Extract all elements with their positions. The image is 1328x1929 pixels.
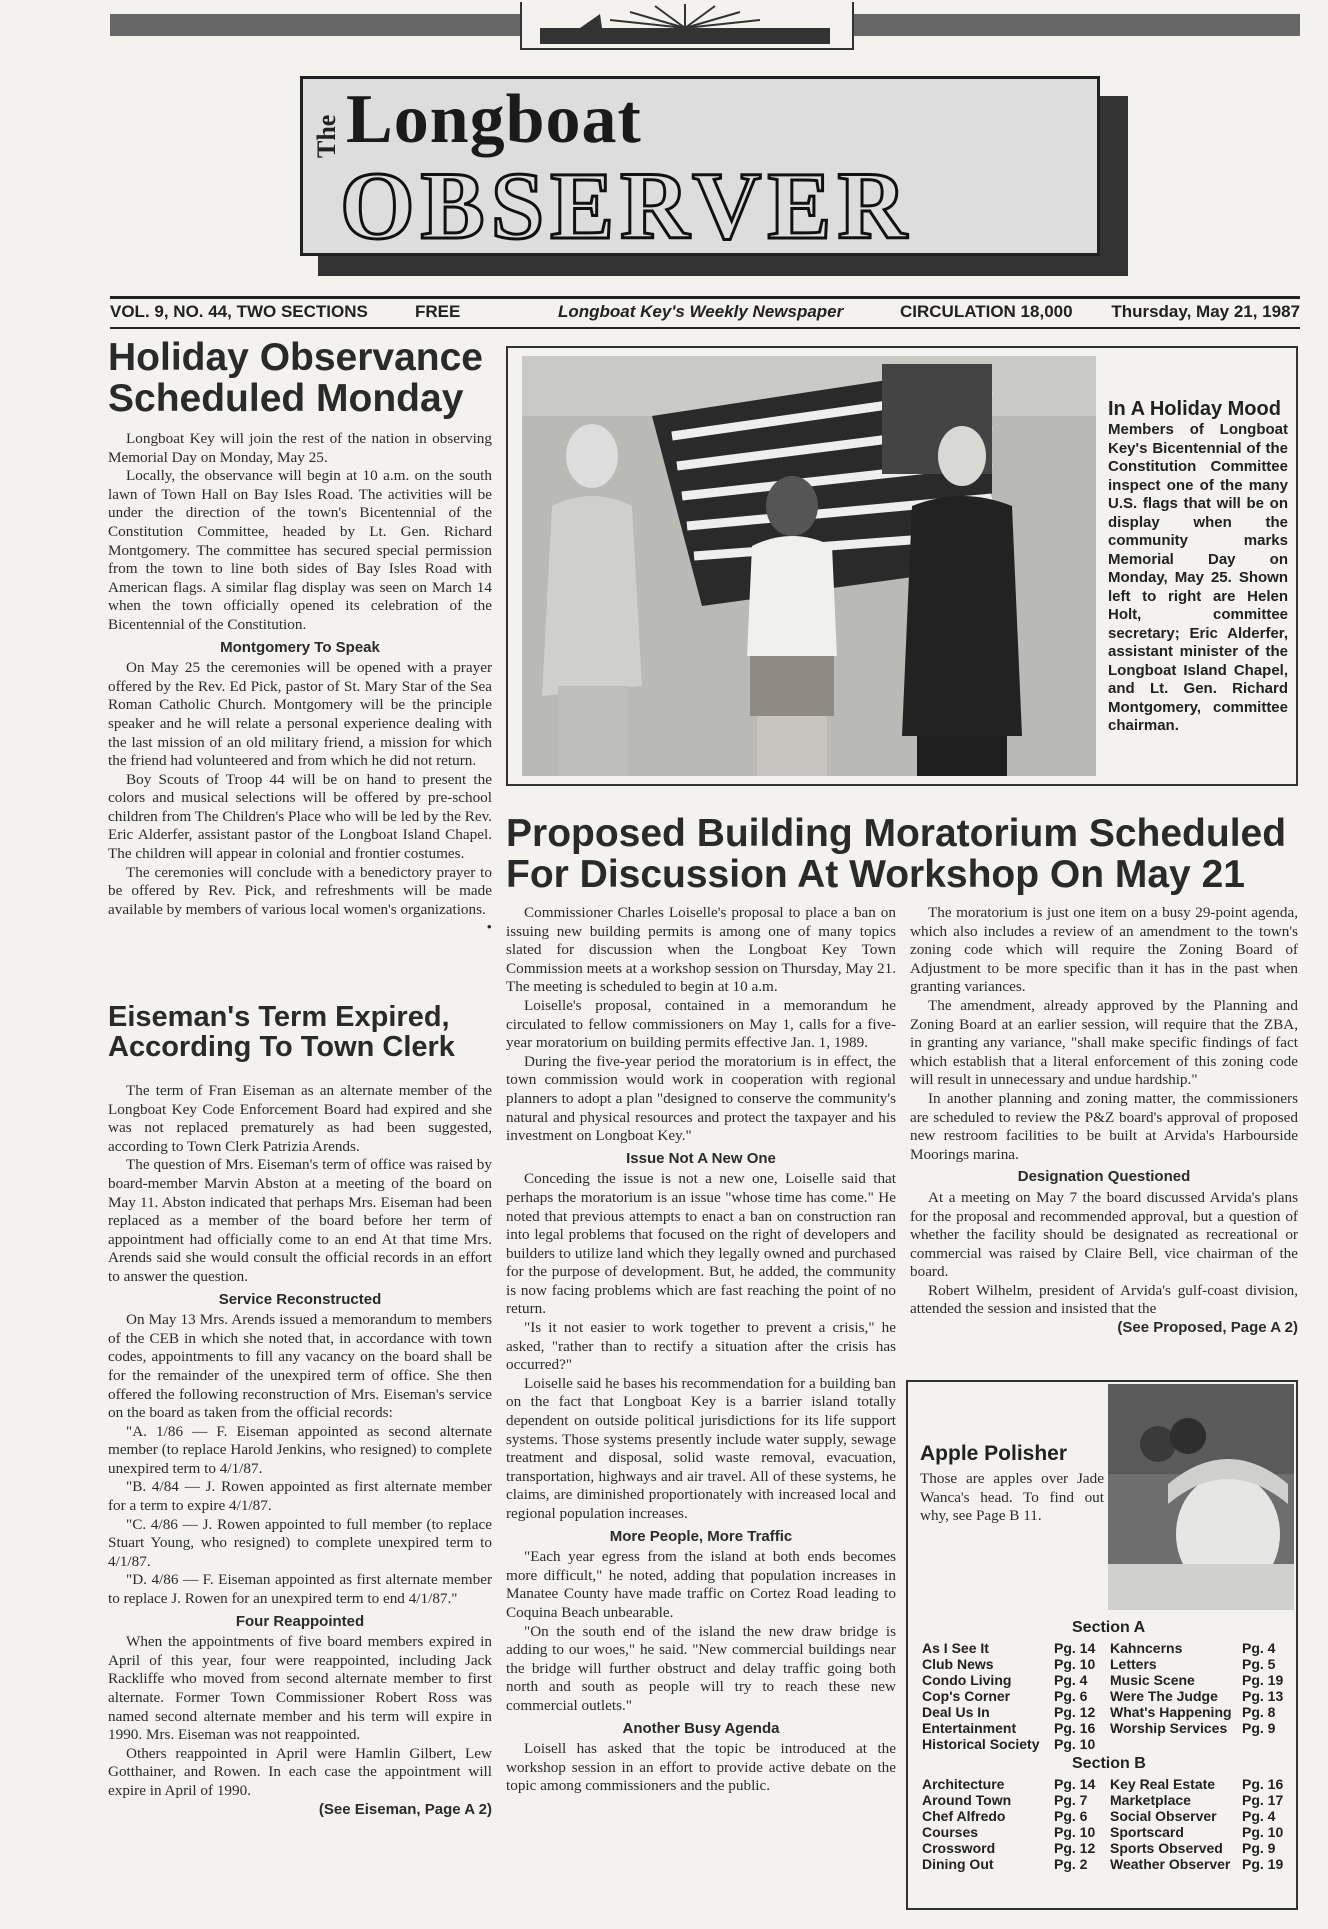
apple-caption: Those are apples over Jade Wanca's head. To find out why, see Page B 11.	[920, 1470, 1104, 1525]
paragraph: Loiselle's proposal, contained in a memorandum he circulated to fellow commissioners on May 1, calls for a five-year moratorium on building permits effective Jan. 1, 1989.	[506, 996, 896, 1052]
eiseman-headline-line2: According To Town Clerk	[108, 1031, 455, 1064]
index-entry-name: Cop's Corner	[922, 1688, 1011, 1704]
holiday-headline-line2: Scheduled Monday	[108, 376, 464, 420]
paragraph: Locally, the observance will begin at 10 a.m. on the south lawn of Town Hall on Bay Isles Road. The activities will be under the direction of the town's Bicentennial of the Constitution Committee, headed by Lt. Gen. Richard Montgomery. The committee has secured special permission from the town to line both sides of Bay Isles Road with American flags. A similar flag display was seen on March 14 when the town officially opened its celebration of the Bicentennial of the Constitution.	[108, 467, 492, 633]
index-entry-name: Deal Us In	[922, 1704, 990, 1720]
index-entry-name: Chef Alfredo	[922, 1808, 1006, 1824]
moratorium-column-1	[506, 904, 896, 1796]
index-entry-page: Pg. 10	[1054, 1656, 1096, 1672]
index-entry-page: Pg. 14	[1054, 1640, 1096, 1656]
index-entry-name: Condo Living	[922, 1672, 1012, 1688]
subhead: Four Reappointed	[235, 1612, 365, 1630]
moratorium-headline-line1: Proposed Building Moratorium Scheduled	[506, 812, 1287, 855]
index-entry-page: Pg. 12	[1054, 1840, 1096, 1856]
circulation: CIRCULATION 18,000	[900, 302, 1073, 321]
index-entry-page: Pg. 7	[1054, 1792, 1088, 1808]
index-entry-name: What's Happening	[1110, 1704, 1232, 1720]
logo-observer: OBSERVER	[340, 152, 913, 259]
eiseman-headline	[108, 1002, 498, 1063]
paragraph: "On the south end of the island the new draw bridge is adding to our woes," he said. "New commercial buildings near the bridge will further obstruct and delay traffic going both north and south as people will try to reach these new commercial outlets."	[506, 1622, 896, 1714]
index-entry-name: Sports Observed	[1110, 1840, 1223, 1856]
moratorium-headline-line2: For Discussion At Workshop On May 21	[506, 852, 1245, 896]
section-b-label: Section B	[1072, 1755, 1146, 1772]
index-entry-page: Pg. 9	[1242, 1840, 1276, 1856]
index-entry-name: Were The Judge	[1110, 1688, 1218, 1704]
index-entry-page: Pg. 19	[1242, 1672, 1284, 1688]
volume-info: VOL. 9, NO. 44, TWO SECTIONS	[110, 302, 368, 321]
paragraph: In another planning and zoning matter, the commissioners are scheduled to review the P&Z board's approval of proposed new restroom facilities to be built at Arvida's Harbourside Moorings marina.	[910, 1089, 1298, 1163]
index-entry-name: Club News	[922, 1656, 994, 1672]
index-entry-page: Pg. 12	[1054, 1704, 1096, 1720]
index-entry-page: Pg. 13	[1242, 1688, 1284, 1704]
index-entry-page: Pg. 10	[1054, 1824, 1096, 1840]
index-entry-page: Pg. 10	[1054, 1736, 1096, 1752]
moratorium-column-2	[910, 904, 1298, 1338]
paragraph: The moratorium is just one item on a busy 29-point agenda, which also includes a review of an amendment to the town's zoning code which will require the Zoning Board of Adjustment to be more specific than it has in the past when granting variances.	[910, 904, 1298, 996]
paragraph: "A. 1/86 — F. Eiseman appointed as second alternate member (to replace Harold Jenkins, who resigned) to complete unexpired term to 4/1/87.	[108, 1422, 492, 1477]
index-entry-name: Courses	[922, 1824, 979, 1840]
paragraph: The amendment, already approved by the Planning and Zoning Board at an earlier session, will require that the ZBA, in granting any variance, "shall make specific findings of fact which establish that a literal enforcement of this zoning code will result in unnecessary and undue hardship."	[910, 996, 1298, 1089]
paragraph: Longboat Key will join the rest of the nation in observing Memorial Day on Monday, May 25.	[108, 430, 492, 466]
caption-text: Members of Longboat Key's Bicentennial of the Constitution Committee inspect one of the many U.S. flags that will be on display when the community marks Memorial Day on Monday, May 25. Shown left to right are Helen Holt, committee secretary; Eric Alderfer, assistant minister of the Longboat Island Chapel, and Lt. Gen. Richard Montgomery, committee chairman.	[1108, 421, 1288, 734]
apple-title: Apple Polisher	[920, 1442, 1068, 1465]
moratorium-continued: (See Proposed, Page A 2)	[1117, 1319, 1298, 1337]
paragraph: Boy Scouts of Troop 44 will be on hand to present the colors and musical selections will be offered by pre-school children from The Children's Place who will be led by the Rev. Eric Alderfer, assistant pastor of the Longboat Island Chapel. The children will appear in colonial and frontier costumes.	[108, 770, 492, 863]
paragraph: "D. 4/86 — F. Eiseman appointed as first alternate member to replace J. Rowen for an unexpired term to end 4/1/87."	[108, 1571, 492, 1608]
section-index	[922, 1620, 1294, 1910]
subhead: More People, More Traffic	[609, 1527, 793, 1545]
paragraph: "C. 4/86 — J. Rowen appointed to full member (to replace Stuart Young, who resigned) to complete unexpired term to 4/1/87.	[108, 1515, 492, 1570]
index-entry-page: Pg. 4	[1054, 1672, 1088, 1688]
paragraph: Conceding the issue is not a new one, Loiselle said that perhaps the moratorium is an issue "whose time has come." He noted that previous attempts to enact a ban on construction ran into legal problems that focused on the right of developers and builders to utilize land which they legally owned and purchased for the purpose of development. But, he added, the community is now facing problems which are fast reaching the point of no return.	[506, 1170, 896, 1318]
section-a-label: Section A	[1072, 1619, 1146, 1636]
index-entry-page: Pg. 19	[1242, 1856, 1284, 1872]
paragraph: When the appointments of five board members expired in April of this year, four were reappointed, including Jack Rackliffe who moved from second alternate member to first alternate. Former Town Commissioner Robert Ross was named second alternate member and his term will expire in 1990. Mrs. Eiseman was not reappointed.	[108, 1633, 492, 1744]
index-entry-name: Around Town	[922, 1792, 1012, 1808]
info-bar	[110, 302, 1300, 326]
index-entry-name: Marketplace	[1110, 1792, 1191, 1808]
paragraph: "B. 4/84 — J. Rowen appointed as first alternate member for a term to expire 4/1/87.	[108, 1478, 492, 1515]
paragraph: On May 13 Mrs. Arends issued a memorandum to members of the CEB in which she noted that, in accordance with town codes, appointments to fill any vacancy on the board shall be for the remainder of the unexpired term of office. She then offered the following reconstruction of Mrs. Eiseman's service on the board as taken from the official records:	[108, 1311, 492, 1422]
index-entry-name: As I See It	[922, 1640, 989, 1656]
end-mark: •	[486, 919, 492, 937]
header-rule-top	[110, 296, 1300, 299]
index-entry-name: Music Scene	[1110, 1672, 1195, 1688]
index-entry-name: Letters	[1110, 1656, 1157, 1672]
eiseman-headline-line1: Eiseman's Term Expired,	[108, 1001, 450, 1033]
index-entry-name: Sportscard	[1110, 1824, 1184, 1840]
paragraph: At a meeting on May 7 the board discussed Arvida's plans for the proposal and recommended approval, but a question of whether the facility should be designated as recreational or commercial was raised by Claire Bell, vice chairman of the board.	[910, 1188, 1298, 1281]
index-entry-name: Historical Society	[922, 1736, 1040, 1752]
subhead: Another Busy Agenda	[622, 1719, 780, 1737]
index-entry-name: Social Observer	[1110, 1808, 1217, 1824]
index-entry-page: Pg. 4	[1242, 1640, 1276, 1656]
paragraph: The ceremonies will conclude with a benedictory prayer to be offered by Rev. Pick, and refreshments will be made available by members of various local women's organizations.	[108, 863, 492, 918]
index-entry-page: Pg. 9	[1242, 1720, 1276, 1736]
index-entry-page: Pg. 8	[1242, 1704, 1276, 1720]
eiseman-article-body	[108, 1082, 492, 1819]
holiday-headline-line1: Holiday Observance	[108, 336, 483, 379]
index-entry-name: Key Real Estate	[1110, 1776, 1216, 1792]
eiseman-continued: (See Eiseman, Page A 2)	[318, 1800, 492, 1818]
index-entry-name: Weather Observer	[1110, 1856, 1231, 1872]
apple-text-block	[920, 1442, 1104, 1526]
price: FREE	[415, 302, 461, 321]
flag-photo	[522, 356, 1096, 776]
index-entry-page: Pg. 10	[1242, 1824, 1284, 1840]
index-entry-page: Pg. 6	[1054, 1808, 1088, 1824]
paragraph: "Each year egress from the island at both ends becomes more difficult," he noted, adding that population increases in Manatee County have made traffic on Cortez Road leading to Coquina Beach unbearable.	[506, 1548, 896, 1621]
index-entry-page: Pg. 16	[1054, 1720, 1096, 1736]
paragraph: "Is it not easier to work together to prevent a crisis," he asked, "rather than to rectify a situation after the crisis has occurred?"	[506, 1319, 896, 1374]
index-entry-name: Architecture	[922, 1776, 1005, 1792]
holiday-article-body	[108, 430, 492, 938]
apple-photo	[1108, 1384, 1294, 1610]
index-entry-page: Pg. 17	[1242, 1792, 1284, 1808]
subhead: Designation Questioned	[1017, 1168, 1191, 1186]
logo-the: The	[312, 114, 341, 158]
holiday-headline	[108, 338, 488, 420]
photo-caption	[1108, 398, 1288, 736]
subhead: Issue Not A New One	[626, 1149, 776, 1167]
sunrise-boat-emblem	[540, 4, 830, 44]
index-entry-name: Entertainment	[922, 1720, 1017, 1736]
logo-longboat: Longboat	[346, 81, 642, 158]
moratorium-headline	[506, 814, 1306, 896]
index-entry-page: Pg. 4	[1242, 1808, 1276, 1824]
subhead: Montgomery To Speak	[220, 638, 380, 656]
index-entry-name: Dining Out	[922, 1856, 994, 1872]
paragraph: Loiselle said he bases his recommendation for a building ban on the fact that Longboat Key is a barrier island totally dependent on outside political jurisdictions for its life support systems. Those systems presently include water supply, sewage treatment and disposal, solid waste removal, evacuation, transportation, highways and air travel. All of these systems, he claims, are diminished proportionately with increased local and regional population increases.	[506, 1374, 896, 1522]
apple-photo-image	[1108, 1384, 1294, 1610]
index-entry-page: Pg. 5	[1242, 1656, 1276, 1672]
paragraph: Commissioner Charles Loiselle's proposal to place a ban on issuing new building permits is among one of many topics slated for discussion when the Longboat Key Town Commission meets at a workshop session on Thursday, May 21. The meeting is scheduled to begin at 10 a.m.	[506, 904, 896, 996]
paragraph: The term of Fran Eiseman as an alternate member of the Longboat Key Code Enforcement Board had expired and she was not replaced prematurely as had been suggested, according to Town Clerk Patrizia Arends.	[108, 1082, 492, 1155]
caption-title: In A Holiday Mood	[1108, 398, 1281, 420]
issue-date: Thursday, May 21, 1987	[1111, 302, 1300, 321]
paragraph: Loisell has asked that the topic be introduced at the workshop session in an effort to provide active debate on the topic among commissioners and the public.	[506, 1740, 896, 1795]
subhead: Service Reconstructed	[218, 1290, 382, 1308]
paragraph: The question of Mrs. Eiseman's term of office was raised by board-member Marvin Abston at a meeting of the board on May 11. Abston indicated that perhaps Mrs. Eiseman had been replaced as a member of the board before her term of appointment had officially come to an end At that time Mrs. Arends said she would consult the official records in an effort to answer the question.	[108, 1156, 492, 1285]
index-entry-page: Pg. 14	[1054, 1776, 1096, 1792]
paragraph: Robert Wilhelm, president of Arvida's gulf-coast division, attended the session and insisted that the	[910, 1281, 1298, 1318]
index-entry-name: Kahncerns	[1110, 1640, 1183, 1656]
index-entry-page: Pg. 6	[1054, 1688, 1088, 1704]
paragraph: Others reappointed in April were Hamlin Gilbert, Lew Gotthainer, and Rowen. In each case the appointment will expire in April of 1990.	[108, 1744, 492, 1799]
header-rule-bottom	[110, 327, 1300, 329]
index-entry-page: Pg. 2	[1054, 1856, 1088, 1872]
index-entry-name: Crossword	[922, 1840, 996, 1856]
index-entry-name: Worship Services	[1110, 1720, 1228, 1736]
paragraph: During the five-year period the moratorium is in effect, the town commission would work in cooperation with regional planners to adopt a plan "designed to conserve the community's natural and physical resources and protect the taxpayer and his investment on Longboat Key."	[506, 1052, 896, 1145]
paragraph: On May 25 the ceremonies will be opened with a prayer offered by the Rev. Ed Pick, pastor of St. Mary Star of the Sea Roman Catholic Church. Montgomery will be the principle speaker and he will relate a personal experience dealing with the last mission of an old military friend, a mission for which the friend had volunteered and from which he did not return.	[108, 659, 492, 770]
flag-photo-image	[522, 356, 1096, 776]
index-entry-page: Pg. 16	[1242, 1776, 1284, 1792]
tagline: Longboat Key's Weekly Newspaper	[558, 302, 844, 321]
